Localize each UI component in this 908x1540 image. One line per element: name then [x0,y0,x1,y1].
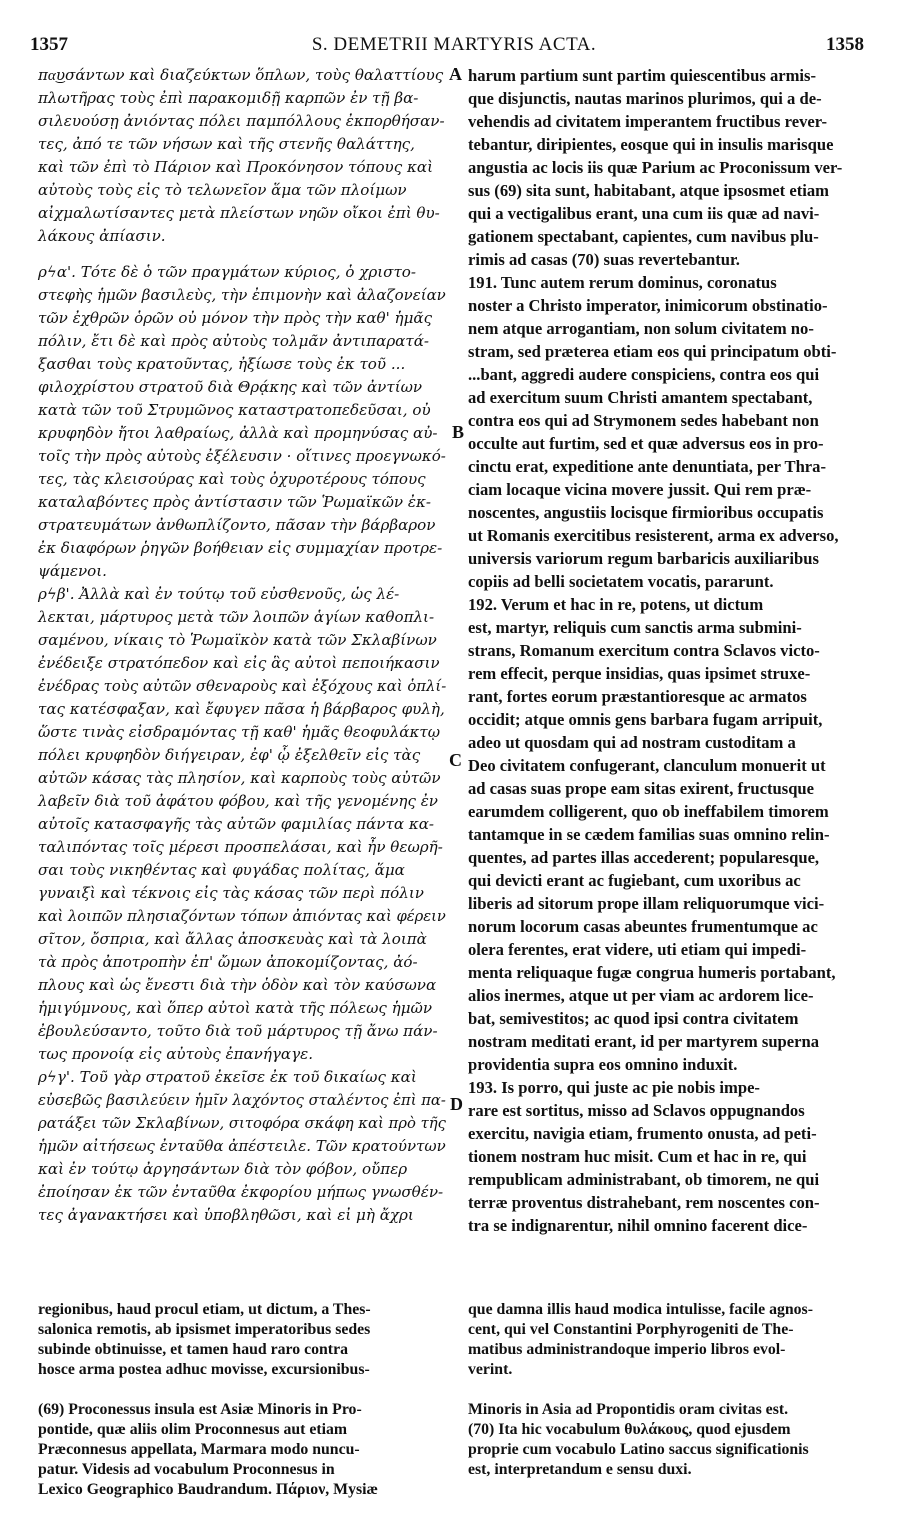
greek-text-line: σῖτον, ὄσπρια, καὶ ἄλλας ἀποσκευὰς καὶ τὰ λοιπὰ [38,930,427,948]
footnote-line: proprie cum vocabulo Latino saccus significationis [468,1441,809,1458]
greek-text-line: καὶ λοιπῶν πλησιαζόντων τόπων ἀπιόντας καὶ φέρειν [38,907,446,925]
greek-text-line: τες, τὰς κλεισούρας καὶ τοὺς ὀχυροτέρους τόπους [38,470,426,488]
latin-text-line: occidit; atque omnis gens barbara fugam arripuit, [468,710,823,729]
greek-text-line: τοῖς τὴν πρὸς αὐτοὺς ἐξέλευσιν · οἵτινες προεγνωκό- [38,447,446,465]
greek-text-line: στεφὴς ἡμῶν βασιλεὺς, τὴν ἐπιμονὴν καὶ ἀλαζονείαν [38,286,446,304]
latin-text-line: rare est sortitus, misso ad Sclavos oppugnandos [468,1101,805,1120]
greek-text-line: καταλαβόντες πρὸς ἀντίστασιν τῶν Ῥωμαϊκῶν ἐκ- [38,493,431,511]
footnotes-right [468,1300,868,1480]
footnote-line [38,1380,446,1400]
latin-text-line: tantamque in se cædem familias suas omnino relin- [468,825,830,844]
latin-text-line: rant, fortes eorum præstantioresque ac armatos [468,687,807,706]
footnote-line: (69) Proconessus insula est Asiæ Minoris in Pro- [38,1401,362,1418]
greek-text-line: λαβεῖν διὰ τοῦ ἀφάτου φόβου, καὶ τῆς γενομένης ἐν [38,792,438,810]
greek-text-line: ὥστε τινὰς εἰσδραμόντας τῇ καθ' ἡμᾶς θεοφυλάκτῳ [38,723,441,741]
latin-text-line: rempublicam administrabant, ob timorem, ne qui [468,1170,820,1189]
greek-text-line: σαμένου, νίκαις τὸ Ῥωμαϊκὸν κατὰ τῶν Σκλαβίνων [38,631,437,649]
greek-text-line: ρατάξει τῶν Σκλαβίνων, σιτοφόρα σκάφη καὶ πρὸ τῆς [38,1114,446,1132]
latin-text-line: 191. Tunc autem rerum dominus, coronatus [468,273,777,292]
latin-text-line: alios inermes, atque ut per viam ac ardorem lice- [468,986,814,1005]
latin-text-line: liberis ad sitorum prope illam reliquorumque vici- [468,894,825,913]
greek-text-line: πόλει κρυφηδὸν διήγειραν, ἐφ' ᾧ ἐξελθεῖν εἰς τὰς [38,746,421,764]
latin-text-line: ...bant, aggredi audere conspiciens, contra eos qui [468,365,820,384]
footnote-line: est, interpretandum e sensu duxi. [468,1461,692,1478]
greek-column [38,64,446,1227]
footnote-line [468,1380,868,1400]
greek-text-line: πα͜υσάντων καὶ διαζεύκτων ὅπλων, τοὺς θαλαττίους [38,66,444,84]
latin-text-line: adeo ut quosdam qui ad nostram custoditam a [468,733,796,752]
greek-text-line: πλωτῆρας τοὺς ἐπὶ παρακομιδῇ καρπῶν ἐν τῇ βα- [38,89,419,107]
latin-text-line: contra eos qui ad Strymonem sedes habebant non [468,411,819,430]
greek-text-line: κατὰ τῶν τοῦ Στρυμῶνος καταστρατοπεδεῦσαι, οὐ [38,401,431,419]
greek-text-line [38,248,446,261]
latin-text-line: strans, Romanum exercitum contra Sclavos victo- [468,641,820,660]
latin-text-line: providentia supra eos omnino induxit. [468,1055,738,1074]
margin-letter-b: B [452,422,465,442]
footnote-line: subinde obtinuisse, et tamen haud raro contra [38,1341,348,1358]
page-number-right: 1358 [826,34,864,55]
greek-text-line: ἐκ διαφόρων ῥηγῶν βοήθειαν εἰς συμμαχίαν προτρε- [38,539,443,557]
greek-text-line: ρϟα'. Τότε δὲ ὁ τῶν πραγμάτων κύριος, ὁ χριστο- [38,263,416,281]
page-number-left: 1357 [30,34,68,55]
margin-letter-c: C [449,750,462,770]
greek-text-line: σαι τοὺς νικηθέντας καὶ φυγάδας πολίτας, ἅμα [38,861,405,879]
latin-text-line: exercitu, navigia etiam, frumento onusta, ad peti- [468,1124,817,1143]
greek-text-line: τὰ πρὸς ἀποτροπὴν ἐπ' ὤμων ἀποκομίζοντας, ἀό- [38,953,418,971]
margin-letter-a: A [449,64,462,84]
latin-text-line: est, martyr, reliquis cum sanctis arma submini- [468,618,802,637]
greek-text-line: στρατευμάτων ἀνθωπλίζοντο, πᾶσαν τὴν βάρβαρον [38,516,436,534]
greek-text-line: ρϟγ'. Τοῦ γὰρ στρατοῦ ἐκεῖσε ἐκ τοῦ δικαίως καὶ [38,1068,417,1086]
greek-text-line: ἡμιγύμνους, καὶ ὅπερ αὐτοὶ κατὰ τῆς πόλεως ἡμῶν [38,999,433,1017]
latin-text-line: ad exercitum suum Christi amantem spectabant, [468,388,813,407]
greek-text-line: αὐτοὺς τοὺς εἰς τὸ τελωνεῖον ἅμα τῶν πλοίμων [38,181,407,199]
latin-text-line: qui a vectigalibus erant, una cum iis quæ ad navi- [468,204,820,223]
footnote-line: matibus administrandoque imperio libros evol- [468,1341,786,1358]
greek-text-line: ψάμενοι. [38,562,107,580]
latin-column [468,64,868,1237]
latin-text-line: Deo civitatem confugerant, clanculum monuerit ut [468,756,826,775]
latin-text-line: rem effecit, perque insidias, quas ipsimet struxe- [468,664,811,683]
footnotes-left [38,1300,446,1500]
latin-text-line: tra se indignarentur, nihil omnino facerent dice- [468,1216,808,1235]
footnote-line: Minoris in Asia ad Propontidis oram civitas est. [468,1401,789,1418]
latin-text-line: universis variorum regum barbaricis auxiliaribus [468,549,819,568]
greek-text-line: ξασθαι τοὺς κρατοῦντας, ἠξίωσε τοὺς ἐκ τοῦ ... [38,355,406,373]
latin-text-line: olera ferentes, erat videre, uti etiam qui impedi- [468,940,807,959]
latin-text-line: 192. Verum et hac in re, potens, ut dictum [468,595,764,614]
greek-text-line: τως προνοίᾳ εἰς αὐτοὺς ἐπανήγαγε. [38,1045,314,1063]
latin-text-line: qui devicti erant ac fugiebant, cum uxoribus ac [468,871,801,890]
greek-text-line: πλους καὶ ὡς ἔνεστι διὰ τὴν ὁδὸν καὶ τὸν καύσωνα [38,976,437,994]
latin-text-line: nostram meditati erant, id per martyrem superna [468,1032,820,1051]
latin-text-line: gationem spectabant, capientes, cum navibus plu- [468,227,819,246]
greek-text-line: καὶ τῶν ἐπὶ τὸ Πάριον καὶ Προκόνησον τόπους καὶ [38,158,433,176]
latin-text-line: noster a Christo imperator, inimicorum obstinatio- [468,296,828,315]
running-title: S. DEMETRII MARTYRIS ACTA. [311,34,597,55]
greek-text-line: λάκους ἀπίασιν. [38,227,166,245]
greek-text-line: ἐνέδρας τοὺς αὐτῶν σθεναροὺς καὶ ἐξόχους καὶ ὁπλί- [38,677,447,695]
latin-text-line: copiis ad belli societatem vocatis, pararunt. [468,572,774,591]
latin-text-line: noscentes, angustiis locisque firmioribus occupatis [468,503,824,522]
footnote-line: Lexico Geographico Baudrandum. Πάριον, Mysiæ [38,1481,378,1498]
greek-text-line: ἐβουλεύσαντο, τοῦτο διὰ τοῦ μάρτυρος τῇ ἄνω πάν- [38,1022,438,1040]
latin-text-line: harum partium sunt partim quiescentibus armis- [468,66,817,85]
latin-text-line: norum locorum casas abeuntes frumentumque ac [468,917,818,936]
latin-text-line: menta reliquaque fugæ congrua humeris portabant, [468,963,836,982]
page-header [0,34,908,64]
greek-text-line: ταλιπόντας τοῖς μέρεσι προσπελάσαι, καὶ ἦν θεωρῆ- [38,838,443,856]
greek-text-line: αὐτῶν κάσας τὰς πλησίον, καὶ καρποὺς τοὺς αὐτῶν [38,769,441,787]
latin-text-line: vehendis ad civitatem imperantem fructibus rever- [468,112,828,131]
latin-text-line: ciam locaque vicina movere jussit. Qui rem præ- [468,480,812,499]
latin-text-line: quentes, ad partes illas accederent; popularesque, [468,848,820,867]
margin-letter-d: D [450,1094,463,1114]
greek-text-line: εὐσεβῶς βασιλεύειν ἡμῖν λαχόντος σταλέντος ἐπὶ πα- [38,1091,446,1109]
latin-text-line: rimis ad casas (70) suas revertebantur. [468,250,740,269]
latin-text-line: tebantur, diripientes, eosque qui in insulis marisque [468,135,834,154]
greek-text-line: ἐνέδειξε στρατόπεδον καὶ εἰς ἃς αὐτοὶ πεποιήκασιν [38,654,440,672]
footnote-line: Præconnesus appellata, Marmara modo nuncu- [38,1441,360,1458]
latin-text-line: earumdem colligerent, quo ob ineffabilem timorem [468,802,829,821]
footnote-line: verint. [468,1361,513,1378]
greek-text-line: λεκται, μάρτυρος μετὰ τῶν λοιπῶν ἁγίων καθοπλι- [38,608,435,626]
latin-text-line: que disjunctis, nautas marinos plurimos, qui a de- [468,89,822,108]
footnote-line: hosce arma postea adhuc movisse, excursionibus- [38,1361,370,1378]
greek-text-line: τας κατέσφαξαν, καὶ ἔφυγεν πᾶσα ἡ βάρβαρος φυλὴ, [38,700,445,718]
footnote-line: (70) Ita hic vocabulum θυλάκους, quod ejusdem [468,1421,791,1438]
footnote-line: pontide, quæ aliis olim Proconnesus aut etiam [38,1421,348,1438]
greek-text-line: καὶ ἐν τούτῳ ἀργησάντων διὰ τὸν φόβον, οὔπερ [38,1160,408,1178]
footnote-line: patur. Videsis ad vocabulum Proconnesus in [38,1461,335,1478]
greek-text-line: γυναιξὶ καὶ τέκνοις εἰς τὰς κάσας τῶν περὶ πόλιν [38,884,424,902]
greek-text-line: σιλευούσῃ ἀνιόντας πόλει παμπόλλους ἐκπορθήσαν- [38,112,445,130]
latin-text-line: 193. Is porro, qui juste ac pie nobis impe- [468,1078,760,1097]
greek-text-line: τῶν ἐχθρῶν ὁρῶν οὐ μόνον τὴν πρὸς τὴν καθ' ἡμᾶς [38,309,433,327]
latin-text-line: bat, semivestitos; ac quod ipsi contra civitatem [468,1009,799,1028]
greek-text-line: ρϟβ'. Ἀλλὰ καὶ ἐν τούτῳ τοῦ εὐσθενοῦς, ὡς λέ- [38,585,400,603]
greek-text-line: αἰχμαλωτίσαντες μετὰ πλείστων νηῶν οἴκοι ἐπὶ θυ- [38,204,440,222]
latin-text-line: tionem nostram huc misit. Cum et hac in re, qui [468,1147,807,1166]
footnote-line: regionibus, haud procul etiam, ut dictum, a Thes- [38,1301,371,1318]
greek-text-line: τες, ἀπό τε τῶν νήσων καὶ τῆς στενῆς θαλάττης, [38,135,415,153]
footnote-line: salonica remotis, ab ipsismet imperatoribus sedes [38,1321,371,1338]
latin-text-line: nem atque arrogantiam, non solum civitatem no- [468,319,814,338]
latin-text-line: terræ proventus distrahebant, rem noscentes con- [468,1193,820,1212]
greek-text-line: πόλιν, ἔτι δὲ καὶ πρὸς αὐτοὺς τολμᾶν ἀντιπαρατά- [38,332,430,350]
greek-text-line: αὐτοῖς κατασφαγῆς τὰς αὐτῶν φαμιλίας πάντα κα- [38,815,435,833]
greek-text-line: ἡμῶν αἰτήσεως ἐνταῦθα ἀπέστειλε. Τῶν κρατούντων [38,1137,446,1155]
footnote-line: que damna illis haud modica intulisse, facile agnos- [468,1301,813,1318]
latin-text-line: ad casas suas prope eam sitas exirent, fructusque [468,779,815,798]
latin-text-line: stram, sed præterea etiam eos qui principatum obti- [468,342,837,361]
greek-text-line: φιλοχρίστου στρατοῦ διὰ Θρᾴκης καὶ τῶν ἀντίων [38,378,423,396]
latin-text-line: ut Romanis exercitibus resisterent, arma ex adverso, [468,526,839,545]
footnote-line: cent, qui vel Constantini Porphyrogeniti de The- [468,1321,794,1338]
latin-text-line: angustia ac locis iis quæ Parium ac Proconissum ver- [468,158,843,177]
greek-text-line: τες ἀγανακτήσει καὶ ὑποβληθῶσι, καὶ εἰ μὴ ἄχρι [38,1206,414,1224]
latin-text-line: occulte aut furtim, sed et quæ adversus eos in pro- [468,434,824,453]
greek-text-line: ἐποίησαν ἐκ τῶν ἐνταῦθα ἐκφορίου μήπως γνωσθέν- [38,1183,444,1201]
greek-text-line: κρυφηδὸν ἤτοι λαθραίως, ἀλλὰ καὶ προμηνύσας αὐ- [38,424,438,442]
latin-text-line: cinctu erat, expeditione ante denuntiata, per Thra- [468,457,826,476]
latin-text-line: sus (69) sita sunt, habitabant, atque ipsosmet etiam [468,181,829,200]
